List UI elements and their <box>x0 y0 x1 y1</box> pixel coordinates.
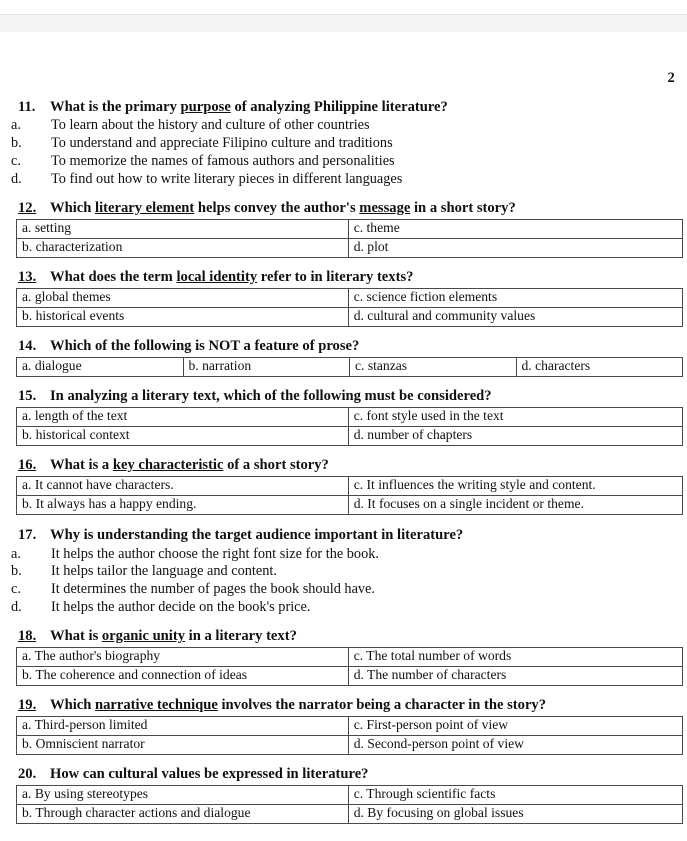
choice-label: d. <box>11 599 22 616</box>
choice-item[interactable] <box>4 135 683 153</box>
choice-table <box>16 219 683 258</box>
choice-cell[interactable]: a. Third-person limited <box>17 717 349 736</box>
stem-key-term: message <box>359 199 411 216</box>
question-stem <box>4 338 683 355</box>
table-row <box>17 786 683 805</box>
choice-cell[interactable]: a. length of the text <box>17 408 349 427</box>
table-row <box>17 219 683 238</box>
question-number: 11. <box>18 99 36 115</box>
choice-cell[interactable]: c. science fiction elements <box>348 289 682 308</box>
table-row <box>17 736 683 755</box>
choice-cell[interactable]: b. characterization <box>17 238 349 257</box>
question-stem <box>4 388 683 405</box>
stem-text: of a short story? <box>223 457 329 474</box>
question-number: 14. <box>18 337 37 354</box>
table-row <box>17 358 683 377</box>
question-stem <box>4 200 683 217</box>
choice-item[interactable] <box>4 117 683 135</box>
choice-table <box>16 716 683 755</box>
question-block <box>4 766 683 824</box>
choice-cell[interactable]: d. characters <box>516 358 683 377</box>
stem-text: of analyzing Philippine literature? <box>230 99 448 115</box>
table-row <box>17 408 683 427</box>
question-number: 20. <box>18 766 37 783</box>
choice-list <box>4 546 683 617</box>
table-row <box>17 477 683 496</box>
stem-key-term: local identity <box>176 268 258 285</box>
document-page <box>0 32 687 841</box>
choice-cell[interactable]: c. Through scientific facts <box>348 786 682 805</box>
stem-text: Why is understanding the target audience important in literature? <box>50 527 464 544</box>
choice-item[interactable] <box>4 581 683 599</box>
stem-text: What is the primary <box>50 99 181 115</box>
choice-cell[interactable]: c. theme <box>348 219 682 238</box>
choice-table <box>16 476 683 515</box>
choice-item[interactable] <box>4 153 683 171</box>
question-stem <box>4 457 683 474</box>
choice-cell[interactable]: b. Through character actions and dialogue <box>17 805 349 824</box>
choice-label: d. <box>11 170 22 187</box>
choice-cell[interactable]: c. stanzas <box>350 358 517 377</box>
table-row <box>17 717 683 736</box>
choice-cell[interactable]: a. global themes <box>17 289 349 308</box>
choice-cell[interactable]: d. Second-person point of view <box>348 736 682 755</box>
table-row <box>17 307 683 326</box>
choice-table <box>16 785 683 824</box>
table-row <box>17 289 683 308</box>
choice-label: b. <box>11 563 22 580</box>
stem-key-term: purpose <box>180 99 231 115</box>
choice-item[interactable] <box>4 171 683 189</box>
page-number: 2 <box>667 70 675 86</box>
table-row <box>17 238 683 257</box>
choice-list <box>4 117 683 188</box>
table-row <box>17 496 683 515</box>
table-row <box>17 805 683 824</box>
table-row <box>17 648 683 667</box>
stem-text: helps convey the author's <box>194 199 360 216</box>
choice-cell[interactable]: a. It cannot have characters. <box>17 477 349 496</box>
question-stem <box>4 527 683 544</box>
choice-cell[interactable]: c. font style used in the text <box>348 408 682 427</box>
question-number: 15. <box>18 388 37 405</box>
choice-cell[interactable]: c. It influences the writing style and content. <box>348 477 682 496</box>
stem-text: What does the term <box>50 268 177 285</box>
question-stem <box>4 269 683 286</box>
table-row <box>17 427 683 446</box>
choice-table <box>16 357 683 377</box>
choice-cell[interactable]: d. cultural and community values <box>348 307 682 326</box>
question-number: 17. <box>18 527 37 544</box>
question-stem <box>4 766 683 783</box>
question-number: 19. <box>18 697 37 714</box>
choice-table <box>16 647 683 686</box>
stem-key-term: key characteristic <box>112 457 224 474</box>
stem-key-term: literary element <box>95 199 195 216</box>
choice-cell[interactable]: d. It focuses on a single incident or theme. <box>348 496 682 515</box>
choice-cell[interactable]: a. setting <box>17 219 349 238</box>
choice-text: It determines the number of pages the book should have. <box>51 581 375 598</box>
choice-label: c. <box>11 152 21 169</box>
choice-cell[interactable]: b. narration <box>183 358 350 377</box>
stem-key-term: narrative technique <box>95 697 218 714</box>
choice-text: To find out how to write literary pieces in different languages <box>51 170 403 187</box>
choice-cell[interactable]: d. plot <box>348 238 682 257</box>
question-list <box>4 99 683 824</box>
choice-text: It helps the author choose the right font size for the book. <box>51 545 379 562</box>
choice-label: c. <box>11 581 21 598</box>
question-number: 18. <box>18 627 37 644</box>
question-block <box>4 338 683 377</box>
choice-label: a. <box>11 545 21 562</box>
choice-text: To understand and appreciate Filipino culture and traditions <box>51 135 393 152</box>
choice-item[interactable] <box>4 546 683 564</box>
choice-cell[interactable]: c. The total number of words <box>348 648 682 667</box>
question-block <box>4 697 683 755</box>
choice-cell[interactable]: c. First-person point of view <box>348 717 682 736</box>
stem-text: What is <box>50 627 102 644</box>
question-number: 12. <box>18 199 37 216</box>
choice-item[interactable] <box>4 599 683 617</box>
stem-text: Which of the following is NOT a feature of prose? <box>50 337 360 354</box>
question-block <box>4 200 683 258</box>
question-stem <box>4 697 683 714</box>
choice-text: To memorize the names of famous authors and personalities <box>51 152 395 169</box>
stem-text: Which <box>50 199 96 216</box>
choice-label: b. <box>11 135 22 152</box>
question-block <box>4 388 683 446</box>
question-stem <box>4 99 683 116</box>
choice-cell[interactable]: d. The number of characters <box>348 667 682 686</box>
choice-cell[interactable]: b. historical events <box>17 307 349 326</box>
question-number: 16. <box>18 457 37 474</box>
stem-text: How can cultural values be expressed in literature? <box>50 766 369 783</box>
choice-cell[interactable]: b. It always has a happy ending. <box>17 496 349 515</box>
choice-cell[interactable]: a. The author's biography <box>17 648 349 667</box>
stem-text: What is a <box>50 457 113 474</box>
stem-text: in a literary text? <box>185 627 297 644</box>
choice-text: To learn about the history and culture of other countries <box>51 117 370 134</box>
stem-text: in a short story? <box>410 199 516 216</box>
viewer-top-band <box>0 14 687 34</box>
choice-cell[interactable]: d. number of chapters <box>348 427 682 446</box>
question-block <box>4 457 683 515</box>
choice-table <box>16 288 683 327</box>
choice-cell[interactable]: b. Omniscient narrator <box>17 736 349 755</box>
table-row <box>17 667 683 686</box>
question-stem <box>4 628 683 645</box>
stem-key-term: organic unity <box>101 627 186 644</box>
choice-cell[interactable]: d. By focusing on global issues <box>348 805 682 824</box>
stem-text: involves the narrator being a character in the story? <box>217 697 547 714</box>
question-block <box>4 628 683 686</box>
stem-text: Which <box>50 697 96 714</box>
question-block <box>4 527 683 617</box>
choice-item[interactable] <box>4 563 683 581</box>
question-number: 13. <box>18 268 37 285</box>
choice-text: It helps tailor the language and content. <box>51 563 277 580</box>
choice-label: a. <box>11 117 21 134</box>
question-block <box>4 269 683 327</box>
stem-text: refer to in literary texts? <box>257 268 414 285</box>
question-block <box>4 99 683 189</box>
stem-text: In analyzing a literary text, which of the following must be considered? <box>50 388 492 405</box>
choice-cell[interactable]: a. By using stereotypes <box>17 786 349 805</box>
choice-text: It helps the author decide on the book's price. <box>51 599 311 616</box>
choice-cell[interactable]: b. historical context <box>17 427 349 446</box>
choice-table <box>16 407 683 446</box>
choice-cell[interactable]: a. dialogue <box>17 358 184 377</box>
choice-cell[interactable]: b. The coherence and connection of ideas <box>17 667 349 686</box>
